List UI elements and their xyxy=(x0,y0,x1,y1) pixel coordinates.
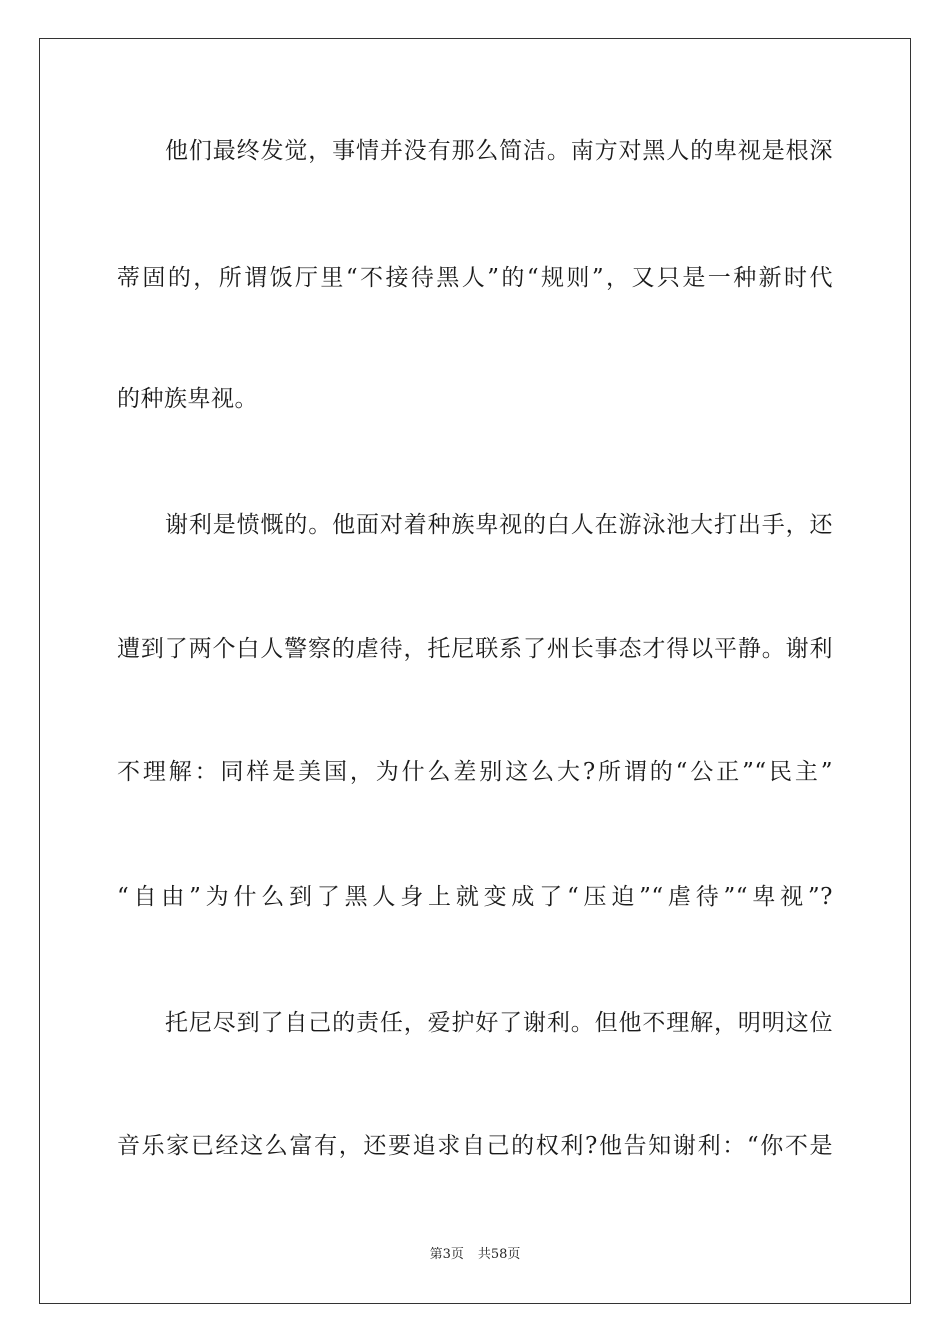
paragraph-1-line-3: 的种族卑视。 xyxy=(117,386,258,412)
paragraph-2-line-2: 遭到了两个白人警察的虐待，托尼联系了州长事态才得以平静。谢利 xyxy=(117,636,833,662)
page-footer xyxy=(0,1246,950,1264)
paragraph-2-line-3: 不理解：同样是美国，为什么差别这么大?所谓的“公正”“民主” xyxy=(117,759,833,785)
total-pages: 共58页 xyxy=(477,1247,521,1262)
paragraph-2-line-4: “自由”为什么到了黑人身上就变成了“压迫”“虐待”“卑视”? xyxy=(117,884,833,910)
paragraph-1-line-2: 蒂固的，所谓饭厅里“不接待黑人”的“规则”，又只是一种新时代 xyxy=(117,265,833,291)
paragraph-3-line-2: 音乐家已经这么富有，还要追求自己的权利?他告知谢利：“你不是 xyxy=(117,1133,833,1159)
paragraph-1-line-1: 他们最终发觉，事情并没有那么简洁。南方对黑人的卑视是根深 xyxy=(165,138,833,164)
page-border xyxy=(39,38,911,1304)
paragraph-3-line-1: 托尼尽到了自己的责任，爱护好了谢利。但他不理解，明明这位 xyxy=(165,1010,833,1036)
paragraph-2-line-1: 谢利是愤慨的。他面对着种族卑视的白人在游泳池大打出手，还 xyxy=(165,512,833,538)
page-number: 第3页 xyxy=(429,1247,464,1262)
